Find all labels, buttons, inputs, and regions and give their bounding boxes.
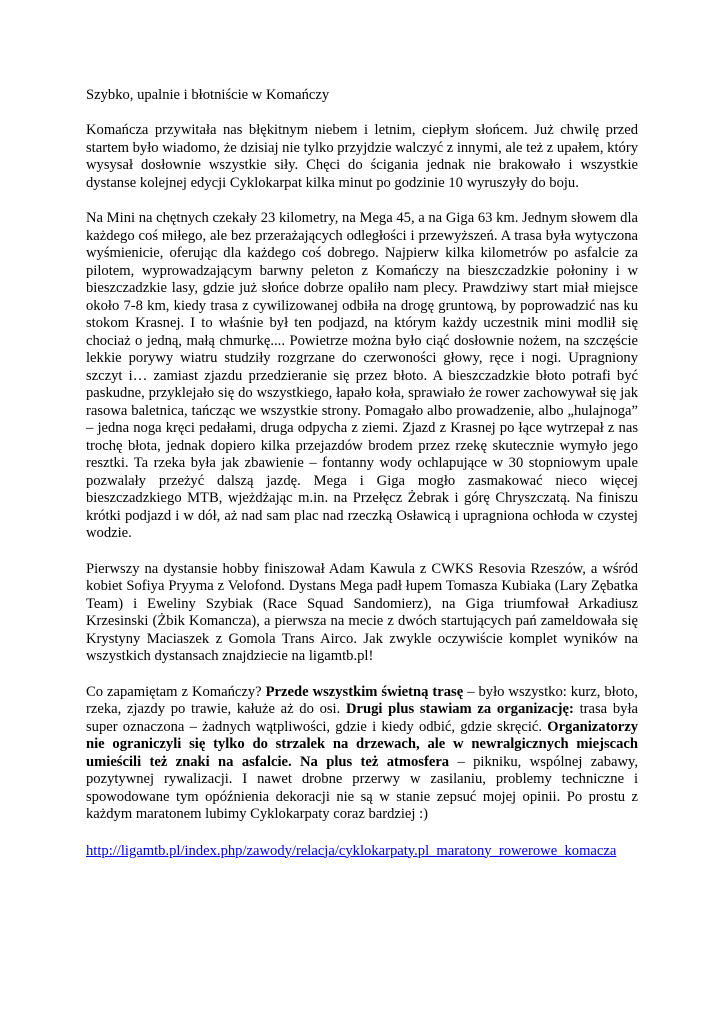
- summary-text-4: – pikniku, wspólnej zabawy, pozytywnej rywalizacji. I nawet drobne przerwy w zasilaniu, problemy techniczne i spowodowane tym opóźnienia dekoracji nie są w stanie zepsuć mojej opinii. Po prostu z każdym maratonem lubimy Cyklokarpaty coraz bardziej :): [86, 753, 638, 822]
- summary-bold-1: Przede wszystkim świetną trasę: [265, 683, 464, 700]
- summary-text-3: trasa była super oznaczona – żadnych wątpliwości, gdzie i kiedy odbić, gdzie skręcić.: [86, 701, 638, 735]
- summary-text-2: – było wszystko: kurz, błoto, rzeka, zjazdy po trawie, kałuże aż do osi.: [86, 683, 638, 717]
- paragraph-summary: [86, 684, 638, 824]
- results-link[interactable]: http://ligamtb.pl/index.php/zawody/relacja/cyklokarpaty.pl_maratony_rowerowe_komacza: [86, 842, 617, 859]
- paragraph-results: Pierwszy na dystansie hobby finiszował Adam Kawula z CWKS Resovia Rzeszów, a wśród kobiet Sofiya Pryyma z Velofond. Dystans Mega padł łupem Tomasza Kubiaka (Lary Zębatka Team) i Eweliny Szybiak (Race Squad Sandomierz), na Giga triumfował Arkadiusz Krzesinski (Żbik Komancza), a pierwsza na mecie z dwóch startujących pań zameldowała się Krystyny Maciaszek z Gomola Trans Airco. Jak zwykle oczywiście komplet wyników na wszystkich dystansach znajdziecie na ligamtb.pl!: [86, 560, 638, 664]
- summary-bold-3: Organizatorzy nie ograniczyli się tylko do strzalek na drzewach, ale w newralgicznych miejscach umieścili też znaki na asfalcie. Na plus też atmosfera: [86, 718, 638, 770]
- paragraph-route: Na Mini na chętnych czekały 23 kilometry, na Mega 45, a na Giga 63 km. Jednym słowem dla każdego coś miłego, ale bez przerażających odległości i przewyższeń. A trasa była wytyczona wyśmienicie, oferując dla każdego coś dobrego. Najpierw kilka kilometrów po asfalcie za pilotem, wyprowadzającym barwny peleton z Komańczy na bieszczadzkie połoniny i w bieszczadzkie lasy, gdzie już słońce dobrze opaliło nam plecy. Prawdziwy start miał miejsce około 7-8 km, kiedy trasa z cywilizowanej odbiła na drogę gruntową, by poprowadzić nas ku stokom Krasnej. I to właśnie był ten podjazd, na którym każdy uczestnik mini modlił się chociaż o jedną, małą chmurkę.... Powietrze można było ciąć dosłownie nożem, na szczęście lekkie porywy wiatru studziły rozgrzane do czerwoności głowy, ręce i nogi. Upragniony szczyt i… zamiast zjazdu przedzieranie się przez błoto. A bieszczadzkie błoto potrafi być paskudne, przyklejało się do wszystkiego, łapało koła, sprawiało że rower zachowywał się jak rasowa baletnica, tańcząc we wszystkie strony. Pomagało albo prowadzenie, albo „hulajnoga” – jedna noga kręci pedałami, druga odpycha z ziemi. Zjazd z Krasnej po łące wytrzepał z nas trochę błota, jednak dopiero kilka przejazdów brodem przez rzekę skutecznie wymyło jego resztki. Ta rzeka była jak zbawienie – fontanny wody ochlapujące w 30 stopniowym upale pozwalały przeżyć dalszą jazdę. Mega i Giga mogło zasmakować nieco więcej bieszczadzkiego MTB, wjeżdżając m.in. na Przełęcz Żebrak i górę Chryszczatą. Na finiszu krótki podjazd i w dół, aż nad sam plac nad rzeczką Osławicą i upragniona ochłoda w czystej wodzie.: [86, 210, 638, 541]
- summary-bold-2: Drugi plus stawiam za organizację:: [345, 701, 574, 717]
- summary-text-1: Co zapamiętam z Komańczy?: [86, 683, 266, 700]
- paragraph-intro: Komańcza przywitała nas błękitnym niebem i letnim, ciepłym słońcem. Już chwilę przed startem było wiadomo, że dzisiaj nie tylko przyjdzie walczyć z innymi, ale też z upałem, który wysysał dosłownie wszystkie siły. Chęci do ścigania jednak nie brakowało i wszystkie dystanse kolejnej edycji Cyklokarpat kilka minut po godzinie 10 wyruszyły do boju.: [86, 122, 638, 191]
- article-title: Szybko, upalnie i błotniście w Komańczy: [86, 87, 330, 103]
